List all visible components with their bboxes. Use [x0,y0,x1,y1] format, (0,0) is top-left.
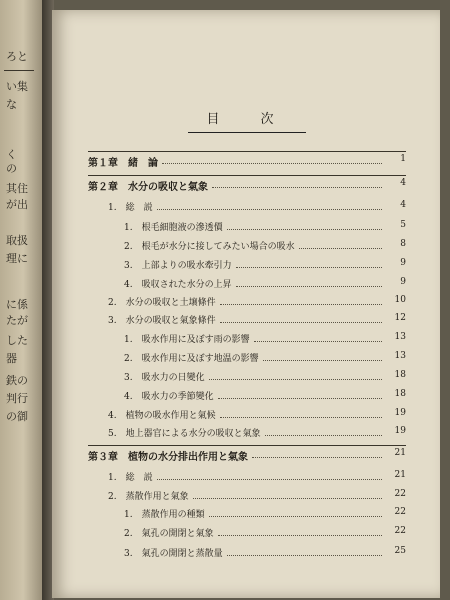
toc-entry-label: 第１章 緒 論 [88,158,158,169]
toc-page-number: 4 [400,178,406,188]
left-page-text: の御 [6,410,28,423]
toc-subsection [52,220,440,236]
toc-entry-label: 1. 総 説 [108,473,153,483]
left-page-text: 理に [6,252,28,265]
toc-section [52,408,440,424]
left-page-text: 器 [6,352,17,365]
toc-entry-label: 4. 吸水力の季節變化 [124,392,214,402]
toc-entry-label: 2. 水分の吸収と土壌條件 [108,298,216,308]
toc-subsection [52,258,440,274]
toc-page-number: 19 [394,408,406,418]
toc-section [52,426,440,442]
left-page-text: 其住 [6,182,28,195]
toc-page [52,10,440,598]
toc-leader-dots [227,554,382,556]
toc-leader-dots [220,321,382,323]
toc-subsection [52,370,440,386]
toc-entry-label: 2. 吸水作用に及ぼす地温の影響 [124,354,259,364]
toc-entry-label: 3. 水分の吸収と氣象條件 [108,316,216,326]
left-page-rule [4,70,34,71]
toc-page-number: 22 [394,507,406,517]
toc-subsection [52,332,440,348]
left-page-text: した [6,334,28,347]
toc-entry-label: 3. 上部よりの吸水牽引力 [124,261,232,271]
toc-leader-dots [252,456,382,458]
left-page-text: たが [6,314,28,327]
toc-leader-dots [209,378,382,380]
toc-page-number: 5 [400,220,406,230]
left-page-text: 判行 [6,392,28,405]
toc-leader-dots [162,162,382,164]
toc-page-number: 22 [394,526,406,536]
toc-entry-label: 第２章 水分の吸収と氣象 [88,182,208,193]
toc-leader-dots [236,266,382,268]
left-page-text: の [6,162,17,175]
toc-leader-dots [209,515,382,517]
toc-entry-label: 1. 吸水作用に及ぼす雨の影響 [124,335,250,345]
toc-leader-dots [299,247,382,249]
toc-section [52,295,440,311]
chapter-rule [88,445,406,446]
toc-leader-dots [193,497,382,499]
toc-leader-dots [218,534,382,536]
toc-subsection [52,389,440,405]
toc-page-number: 22 [394,489,406,499]
toc-entry-label: 4. 植物の吸水作用と氣候 [108,411,216,421]
toc-subsection [52,351,440,367]
toc-entry-label: 4. 吸収された水分の上昇 [124,280,232,290]
page-title: 目 次 [188,108,306,133]
toc-page-number: 18 [394,389,406,399]
toc-page-number: 19 [394,426,406,436]
toc-section [52,200,440,216]
left-page-text: 鉄の [6,374,28,387]
left-page-text: 取扱 [6,234,28,247]
toc-entry-label: 1. 総 説 [108,203,153,213]
toc-page-number: 13 [394,351,406,361]
left-page-text: い集 [6,80,28,93]
toc-leader-dots [218,397,382,399]
toc-page-number: 1 [400,154,406,164]
chapter-rule [88,175,406,176]
toc-chapter [52,178,440,194]
toc-subsection [52,546,440,562]
toc-leader-dots [265,434,382,436]
toc-entry-label: 2. 氣孔の開閉と氣象 [124,529,214,539]
toc-section [52,470,440,486]
left-page [0,0,42,600]
left-page-text: が出 [6,198,28,211]
toc-entry-label: 1. 蒸散作用の種類 [124,510,205,520]
toc-page-number: 13 [394,332,406,342]
toc-leader-dots [212,186,382,188]
toc-page-number: 9 [400,277,406,287]
left-page-text: ろと [6,50,28,63]
toc-entry-label: 2. 根毛が水分に接してみたい場合の吸水 [124,242,295,252]
toc-leader-dots [254,340,382,342]
toc-subsection [52,507,440,523]
toc-leader-dots [227,228,382,230]
chapter-rule [88,151,406,152]
toc-subsection [52,277,440,293]
left-page-text: な [6,98,17,111]
toc-page-number: 12 [394,313,406,323]
toc-page-number: 21 [394,448,406,458]
toc-entry-label: 3. 吸水力の日變化 [124,373,205,383]
left-page-text: く [6,148,17,161]
toc-subsection [52,526,440,542]
toc-subsection [52,239,440,255]
toc-page-number: 8 [400,239,406,249]
toc-leader-dots [220,416,382,418]
toc-leader-dots [220,303,382,305]
toc-entry-label: 3. 氣孔の開閉と蒸散量 [124,549,223,559]
toc-page-number: 9 [400,258,406,268]
toc-page-number: 25 [394,546,406,556]
toc-section [52,489,440,505]
toc-chapter [52,154,440,170]
toc-entry-label: 5. 地上器官による水分の吸収と氣象 [108,429,261,439]
toc-entry-label: 第３章 植物の水分排出作用と氣象 [88,452,248,463]
toc-leader-dots [263,359,382,361]
toc-section [52,313,440,329]
toc-page-number: 18 [394,370,406,380]
toc-page-number: 4 [400,200,406,210]
toc-entry-label: 1. 根毛細胞液の滲透價 [124,223,223,233]
toc-chapter [52,448,440,464]
left-page-text: に係 [6,298,28,311]
toc-page-number: 10 [394,295,406,305]
toc-entry-label: 2. 蒸散作用と氣象 [108,492,189,502]
toc-leader-dots [157,478,382,480]
toc-leader-dots [157,208,382,210]
toc-leader-dots [236,285,382,287]
toc-page-number: 21 [394,470,406,480]
